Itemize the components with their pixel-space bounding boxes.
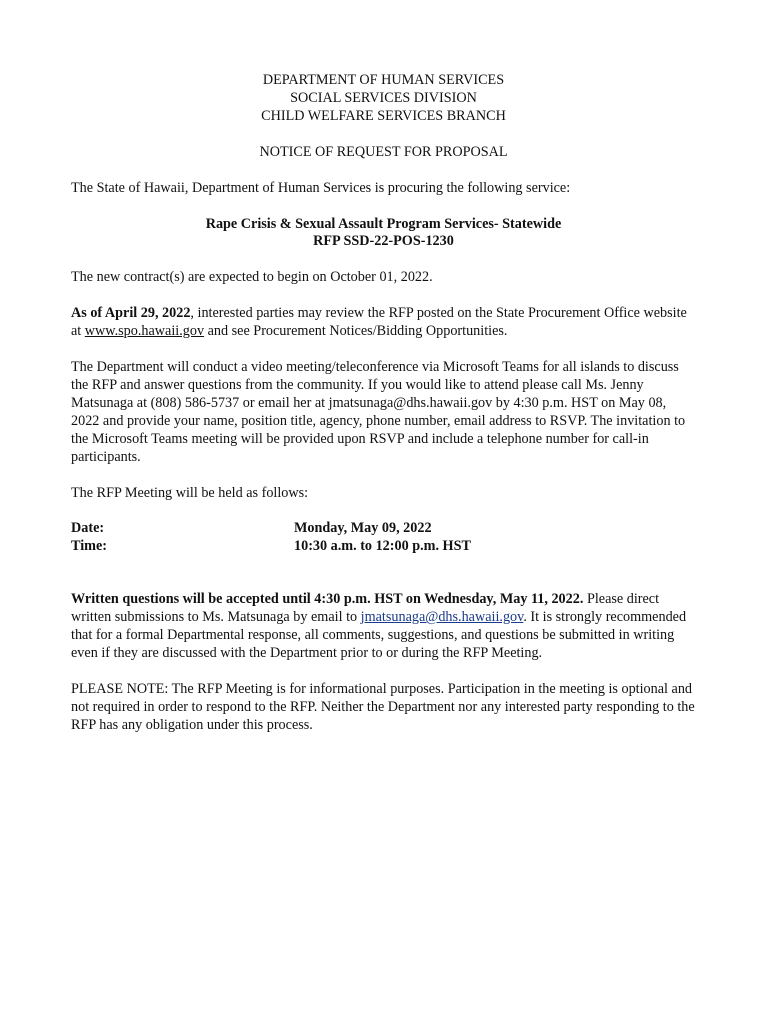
questions-deadline: Written questions will be accepted until 4:30 p.m. HST on Wednesday, May 11, 2022. (71, 591, 584, 608)
review-date: As of April 29, 2022 (71, 305, 191, 322)
notice-title: NOTICE OF REQUEST FOR PROPOSAL (259, 143, 508, 160)
department-name: DEPARTMENT OF HUMAN SERVICES (262, 72, 505, 88)
questions-text-a: Please direct written submissions to Ms. Matsunaga by email to (71, 591, 660, 626)
branch-name: CHILD WELFARE SERVICES BRANCH (261, 107, 506, 124)
intro-paragraph: The State of Hawaii, Department of Human Services is procuring the following service: (71, 179, 571, 196)
service-name: Rape Crisis & Sexual Assault Program Services- Statewide (205, 215, 562, 232)
rfp-number: RFP SSD-22-POS-1230 (313, 233, 454, 250)
time-label: Time: (71, 538, 107, 555)
review-text-a: , interested parties may review the RFP posted on the State Procurement Office website at (71, 305, 687, 340)
review-text-b: and see Procurement Notices/Bidding Opportunities. (204, 323, 508, 340)
time-value: 10:30 a.m. to 12:00 p.m. HST (294, 538, 471, 555)
questions-paragraph (71, 591, 696, 663)
document-header (71, 72, 696, 126)
date-label: Date: (71, 520, 105, 537)
meeting-paragraph: The Department will conduct a video meeting/teleconference via Microsoft Teams for all islands to discuss the RFP and answer questions from the community. If you would like to attend please call Ms. Jenny Matsunaga at (808) 586-5737 or email her at jmatsunaga@dhs.hawaii.gov by 4:30 p.m. HST on May 08, 2022 and provide your name, position title, agency, phone number, email address to RSVP. The invitation to the Microsoft Teams meeting will be provided upon RSVP and include a telephone number for call-in participants. (71, 359, 686, 465)
review-paragraph (71, 305, 696, 341)
service-block (71, 216, 696, 252)
schedule-time-row (71, 538, 696, 556)
spo-website-link[interactable]: www.spo.hawaii.gov (84, 323, 205, 340)
contact-email-link[interactable]: jmatsunaga@dhs.hawaii.gov (360, 609, 524, 626)
please-note-paragraph: PLEASE NOTE: The RFP Meeting is for informational purposes. Participation in the meeting is optional and not required in order to respond to the RFP. Neither the Department nor any interested party responding to the RFP has any obligation under this process. (71, 680, 695, 733)
schedule-date-row (71, 520, 696, 538)
contract-start-paragraph: The new contract(s) are expected to begin on October 01, 2022. (71, 269, 433, 286)
date-value: Monday, May 09, 2022 (294, 520, 432, 537)
division-name: SOCIAL SERVICES DIVISION (290, 89, 477, 106)
questions-text-b: . It is strongly recommended that for a formal Departmental response, all comments, suggestions, and questions be submitted in writing even if they are discussed with the Department prior to or during the RFP Meeting. (71, 609, 687, 661)
meeting-held-paragraph: The RFP Meeting will be held as follows: (71, 484, 309, 501)
notice-document (71, 72, 696, 735)
